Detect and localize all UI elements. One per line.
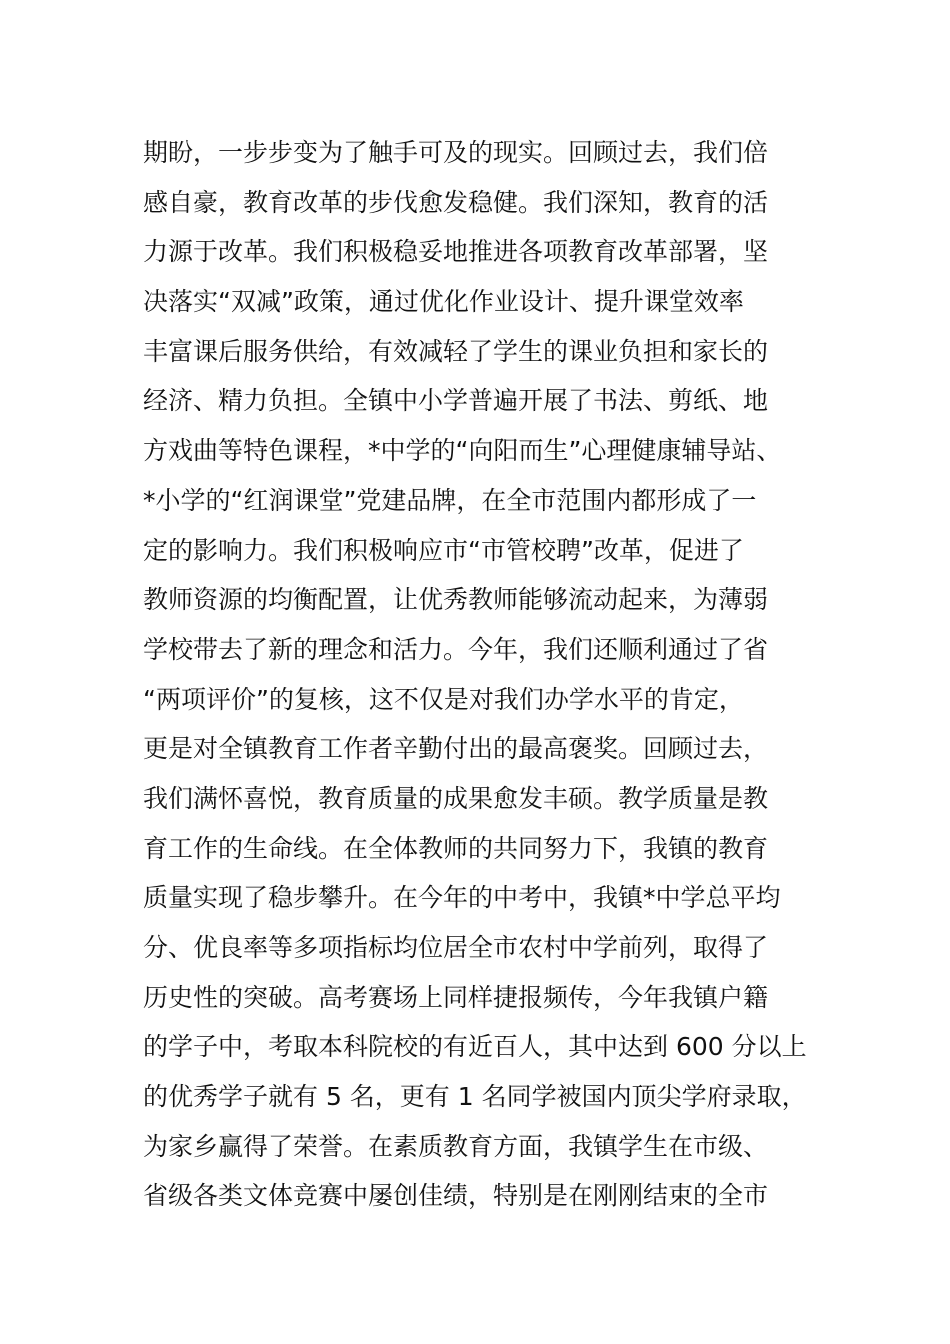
text-line: 的学子中，考取本科院校的有近百人，其中达到 600 分以上 <box>143 1032 807 1062</box>
text-line: 定的影响力。我们积极响应市“市管校聘”改革，促进了 <box>143 535 744 565</box>
text-line: 的优秀学子就有 5 名，更有 1 名同学被国内顶尖学府录取， <box>143 1082 807 1112</box>
text-line: 质量实现了稳步攀升。在今年的中考中，我镇*中学总平均 <box>143 883 781 913</box>
text-line: 丰富课后服务供给，有效减轻了学生的课业负担和家长的 <box>143 336 769 366</box>
text-line: 更是对全镇教育工作者辛勤付出的最高褒奖。回顾过去， <box>143 734 769 764</box>
text-line: 决落实“双减”政策，通过优化作业设计、提升课堂效率 <box>143 287 744 317</box>
text-line: 教师资源的均衡配置，让优秀教师能够流动起来，为薄弱 <box>143 585 769 615</box>
text-line: 我们满怀喜悦，教育质量的成果愈发丰硕。教学质量是教 <box>143 783 769 813</box>
text-line: 育工作的生命线。在全体教师的共同努力下，我镇的教育 <box>143 833 769 863</box>
text-line: 期盼，一步步变为了触手可及的现实。回顾过去，我们倍 <box>143 138 769 167</box>
text-line: *小学的“红润课堂”党建品牌，在全市范围内都形成了一 <box>143 485 757 515</box>
text-line: 感自豪，教育改革的步伐愈发稳健。我们深知，教育的活 <box>143 187 769 217</box>
text-line: 省级各类文体竞赛中屡创佳绩，特别是在刚刚结束的全市 <box>143 1181 769 1211</box>
text-line: 力源于改革。我们积极稳妥地推进各项教育改革部署，坚 <box>143 237 769 267</box>
text-line: 学校带去了新的理念和活力。今年，我们还顺利通过了省 <box>143 634 769 664</box>
text-line: 经济、精力负担。全镇中小学普遍开展了书法、剪纸、地 <box>143 386 769 416</box>
text-line: “两项评价”的复核，这不仅是对我们办学水平的肯定， <box>143 684 744 714</box>
text-line: 为家乡赢得了荣誉。在素质教育方面，我镇学生在市级、 <box>143 1131 769 1161</box>
body-paragraph <box>143 128 823 1221</box>
text-line: 分、优良率等多项指标均位居全市农村中学前列，取得了 <box>143 933 769 962</box>
text-line: 方戏曲等特色课程，*中学的“向阳而生”心理健康辅导站、 <box>143 436 782 466</box>
text-line: 历史性的突破。高考赛场上同样捷报频传，今年我镇户籍 <box>143 982 769 1012</box>
